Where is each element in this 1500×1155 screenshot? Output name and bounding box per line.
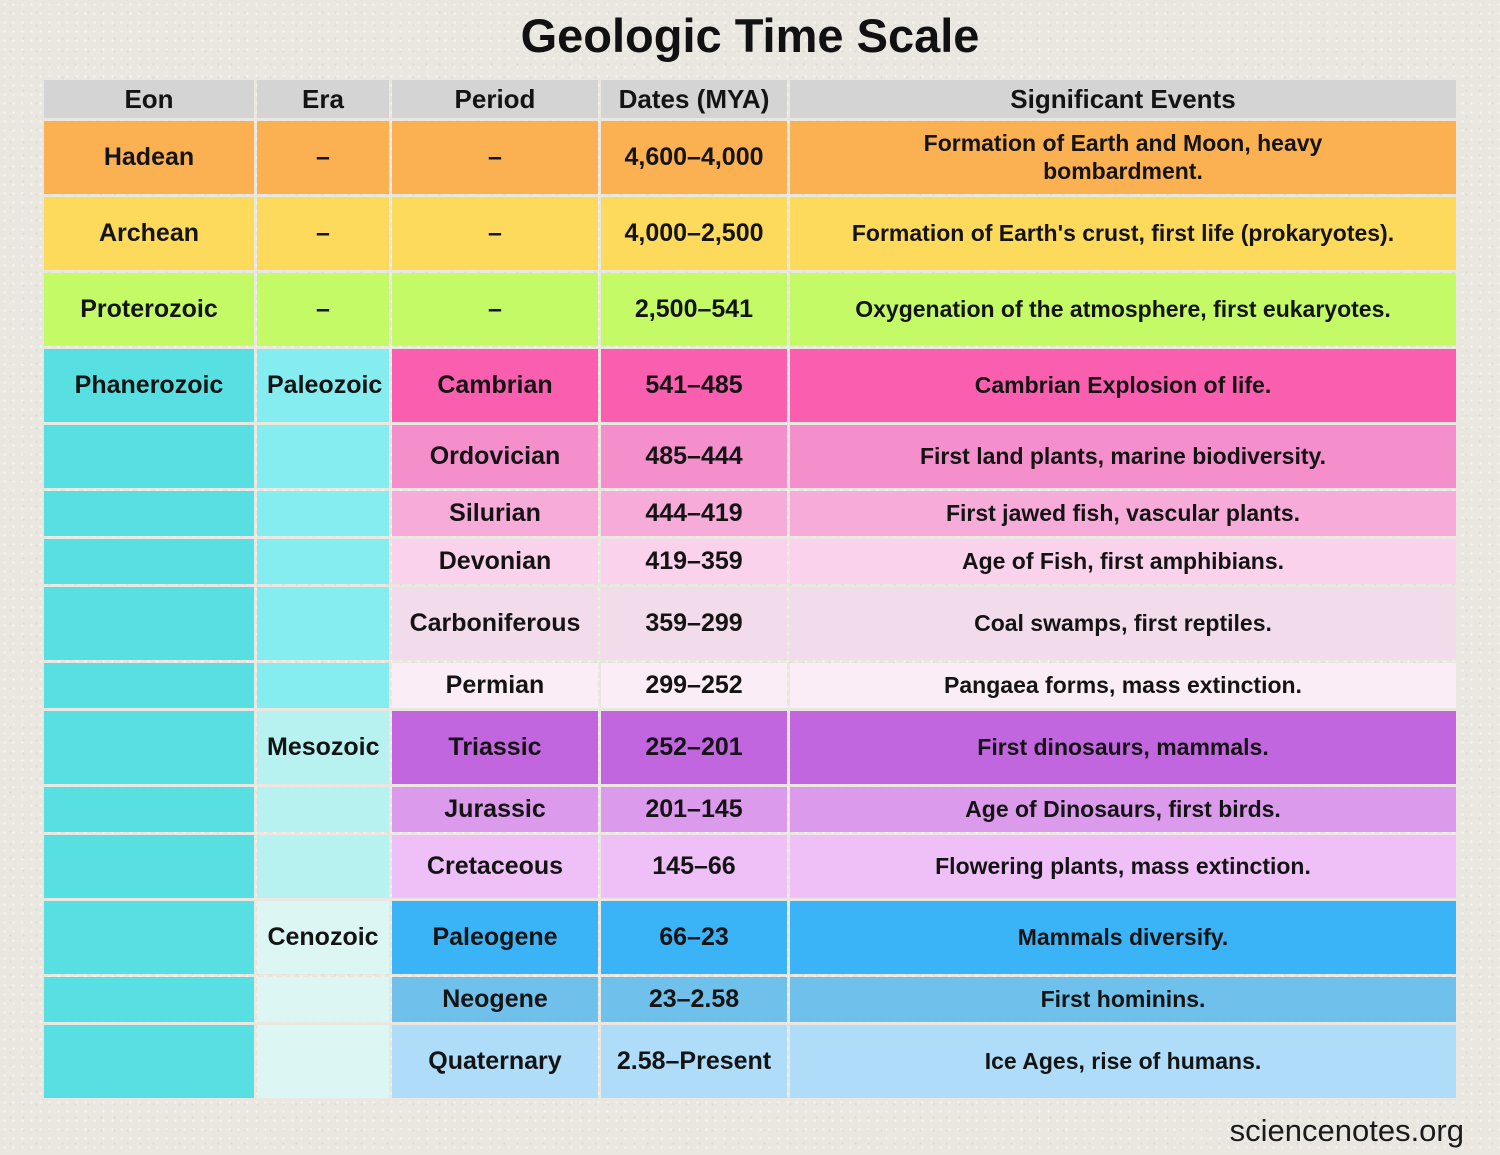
cell-era	[257, 491, 389, 536]
col-header-eon: Eon	[44, 80, 254, 118]
table-row-cretaceous	[44, 835, 1456, 898]
cell-era: Cenozoic	[257, 901, 389, 974]
cell-dates: 541–485	[601, 349, 787, 422]
cell-era	[257, 787, 389, 832]
cell-events: Mammals diversify.	[790, 901, 1456, 974]
cell-eon	[44, 539, 254, 584]
cell-era: –	[257, 121, 389, 194]
cell-period: Cambrian	[392, 349, 598, 422]
cell-period: Triassic	[392, 711, 598, 784]
cell-eon	[44, 663, 254, 708]
cell-dates: 145–66	[601, 835, 787, 898]
table-row-jurassic	[44, 787, 1456, 832]
cell-period: Permian	[392, 663, 598, 708]
cell-period: Neogene	[392, 977, 598, 1022]
cell-era: Paleozoic	[257, 349, 389, 422]
table-row-devonian	[44, 539, 1456, 584]
table-row-hadean	[44, 121, 1456, 194]
cell-eon	[44, 787, 254, 832]
cell-period: Paleogene	[392, 901, 598, 974]
col-header-era: Era	[257, 80, 389, 118]
cell-events: Age of Dinosaurs, first birds.	[790, 787, 1456, 832]
cell-dates: 252–201	[601, 711, 787, 784]
cell-events: Coal swamps, first reptiles.	[790, 587, 1456, 660]
cell-period: –	[392, 273, 598, 346]
cell-period: Jurassic	[392, 787, 598, 832]
table-row-neogene	[44, 977, 1456, 1022]
cell-dates: 201–145	[601, 787, 787, 832]
cell-period: Devonian	[392, 539, 598, 584]
table-row-quaternary	[44, 1025, 1456, 1098]
cell-eon	[44, 901, 254, 974]
cell-dates: 4,600–4,000	[601, 121, 787, 194]
cell-events: Oxygenation of the atmosphere, first eukaryotes.	[790, 273, 1456, 346]
cell-events: Cambrian Explosion of life.	[790, 349, 1456, 422]
header-row	[44, 80, 1456, 118]
cell-events: Flowering plants, mass extinction.	[790, 835, 1456, 898]
cell-eon: Archean	[44, 197, 254, 270]
cell-eon	[44, 425, 254, 488]
table-row-paleogene	[44, 901, 1456, 974]
cell-era: Mesozoic	[257, 711, 389, 784]
cell-era	[257, 425, 389, 488]
cell-era	[257, 663, 389, 708]
col-header-period: Period	[392, 80, 598, 118]
table-row-archean	[44, 197, 1456, 270]
table-row-silurian	[44, 491, 1456, 536]
cell-period: Cretaceous	[392, 835, 598, 898]
table-row-proterozoic	[44, 273, 1456, 346]
cell-events: Formation of Earth's crust, first life (prokaryotes).	[790, 197, 1456, 270]
geologic-time-table	[41, 77, 1459, 1101]
cell-era	[257, 977, 389, 1022]
cell-events: First hominins.	[790, 977, 1456, 1022]
cell-eon: Hadean	[44, 121, 254, 194]
cell-dates: 4,000–2,500	[601, 197, 787, 270]
cell-period: Silurian	[392, 491, 598, 536]
cell-eon: Phanerozoic	[44, 349, 254, 422]
cell-era	[257, 539, 389, 584]
cell-period: Carboniferous	[392, 587, 598, 660]
cell-period: Ordovician	[392, 425, 598, 488]
table-row-ordovician	[44, 425, 1456, 488]
col-header-events: Significant Events	[790, 80, 1456, 118]
cell-dates: 419–359	[601, 539, 787, 584]
cell-events	[790, 121, 1456, 194]
cell-dates: 2,500–541	[601, 273, 787, 346]
page-title: Geologic Time Scale	[520, 9, 980, 62]
cell-events: First jawed fish, vascular plants.	[790, 491, 1456, 536]
table-row-carboniferous	[44, 587, 1456, 660]
cell-eon	[44, 1025, 254, 1098]
cell-eon	[44, 491, 254, 536]
cell-period: –	[392, 121, 598, 194]
cell-dates: 2.58–Present	[601, 1025, 787, 1098]
cell-eon: Proterozoic	[44, 273, 254, 346]
table-row-cambrian	[44, 349, 1456, 422]
cell-dates: 444–419	[601, 491, 787, 536]
cell-events: Ice Ages, rise of humans.	[790, 1025, 1456, 1098]
cell-events: Pangaea forms, mass extinction.	[790, 663, 1456, 708]
cell-events: First land plants, marine biodiversity.	[790, 425, 1456, 488]
cell-events: Age of Fish, first amphibians.	[790, 539, 1456, 584]
site-attribution: sciencenotes.org	[1229, 1113, 1464, 1148]
cell-period: –	[392, 197, 598, 270]
cell-dates: 66–23	[601, 901, 787, 974]
cell-eon	[44, 977, 254, 1022]
cell-events: First dinosaurs, mammals.	[790, 711, 1456, 784]
cell-dates: 23–2.58	[601, 977, 787, 1022]
cell-period: Quaternary	[392, 1025, 598, 1098]
events-text: Formation of Earth and Moon, heavy bombardment.	[923, 130, 1323, 184]
table-row-triassic	[44, 711, 1456, 784]
cell-eon	[44, 711, 254, 784]
col-header-dates: Dates (MYA)	[601, 80, 787, 118]
cell-era	[257, 835, 389, 898]
table-row-permian	[44, 663, 1456, 708]
cell-eon	[44, 835, 254, 898]
cell-era	[257, 587, 389, 660]
cell-era	[257, 1025, 389, 1098]
cell-eon	[44, 587, 254, 660]
cell-era: –	[257, 273, 389, 346]
cell-era: –	[257, 197, 389, 270]
cell-dates: 485–444	[601, 425, 787, 488]
cell-dates: 299–252	[601, 663, 787, 708]
cell-dates: 359–299	[601, 587, 787, 660]
